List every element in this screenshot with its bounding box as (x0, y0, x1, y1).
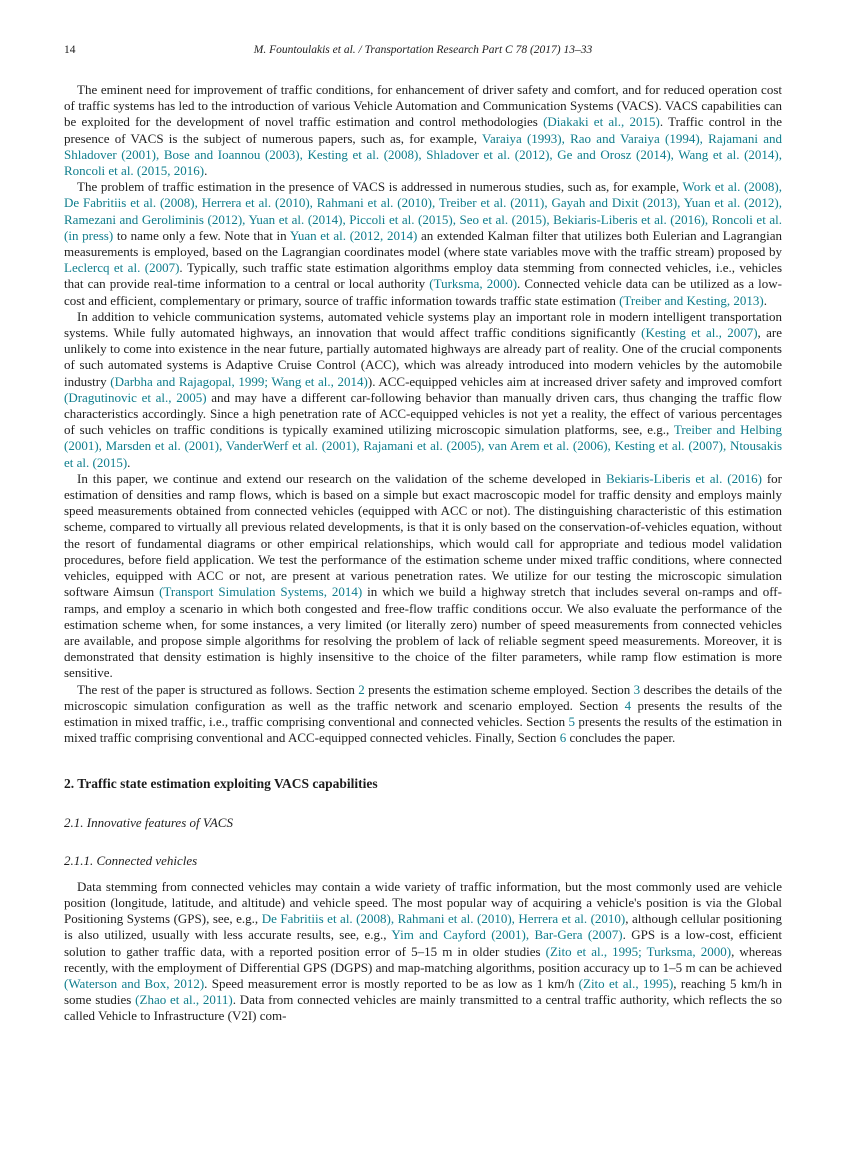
citation-link[interactable]: (Zhao et al., 2011) (135, 992, 233, 1008)
citation-link[interactable]: (Kesting et al., 2007) (641, 325, 758, 341)
citation-link[interactable]: (Darbha and Rajagopal, 1999; Wang et al., 2014) (110, 373, 368, 389)
text-run: presents the results of the estimation in mixed traffic, i.e., traffic comprising conventional and connected vehicles. Section (64, 697, 782, 729)
paragraph (64, 682, 782, 747)
text-run: Data stemming from connected vehicles may contain a wide variety of traffic information, but the most commonly used are vehicle position (longitude, latitude, and altitude) and vehicle speed. The most popular way of acquiring a vehicle's position is via the Global Positioning Systems (GPS), see, e.g., (64, 878, 782, 927)
citation-link[interactable]: (Transport Simulation Systems, 2014) (159, 584, 363, 600)
text-run: concludes the paper. (566, 730, 676, 746)
text-run: . Traffic control in the presence of VACS is the subject of numerous papers, such as, for example, (64, 114, 782, 146)
text-run: In addition to vehicle communication systems, automated vehicle systems play an important role in modern intelligent transportation systems. While fully automated highways, an innovation that would affect traffic conditions significantly (64, 308, 782, 341)
text-run: in which we build a highway stretch that includes several on-ramps and off-ramps, and employ a scenario in which both congested and free-flow traffic conditions occur. We also evaluate the performance of the estimation scheme when, for some instances, a very limited (or literally zero) number of speed measurements from connected vehicles are available, and propose simple algorithms for resolving the problem of lack of reliable segment speed measurements. Moreover, it is demonstrated that density estimation is highly insensitive to the choice of the filter parameters, while ramp flow estimation is more sensitive. (64, 584, 782, 681)
text-run: and may have a different car-following behavior than manually driven cars, thus changing the traffic flow characteristics accordingly. Since a high penetration rate of ACC-equipped vehicles is not yet a reality, the effect of various percentages of such vehicles on traffic conditions is typically examined utilizing microscopic simulation platforms, see, e.g., (64, 389, 782, 438)
citation-link[interactable]: (Turksma, 2000) (429, 276, 518, 292)
citation-link[interactable]: 5 (568, 713, 576, 729)
text-run: , are unlikely to come into existence in the near future, partially automated highways are already part of reality. One of the crucial components of such automated systems is Adaptive Cruise Control (ACC), which was already introduced into modern vehicles by the automobile industry (64, 325, 782, 389)
citation-link[interactable]: (Diakaki et al., 2015) (543, 114, 660, 130)
text-run: , reaching 5 km/h in some studies (64, 975, 783, 1008)
page-header (64, 44, 782, 56)
page-number: 14 (64, 44, 76, 56)
text-run: for estimation of densities and ramp flows, which is based on a simple but exact macroscopic model for traffic density and employs mainly speed measurements obtained from connected vehicles (equipped with ACC or not). The distinguishing characteristic of this estimation scheme, compared to virtually all previous related developments, is that it is only based on the conservation-of-vehicles equation, without the resort of fundamental diagrams or other empirical relationships, which would call for appropriate and tedious model validation procedures, before field application. We test the performance of the estimation scheme under mixed traffic conditions, where connected vehicles, equipped with ACC or not, are present at various penetration rates. We utilize for our testing the microscopic simulation software Aimsun (64, 470, 782, 600)
citation-link[interactable]: Leclercq et al. (2007) (64, 260, 180, 276)
citation-link[interactable]: 6 (559, 730, 567, 746)
text-run: to name only a few. Note that in (113, 227, 290, 243)
paragraph (64, 471, 782, 682)
text-run: The eminent need for improvement of traffic conditions, for enhancement of driver safety and comfort, and for reduced operation cost of traffic systems has led to the introduction of various Vehicle Automation and Communication Systems (VACS). VACS capabilities can be exploited for the development of novel traffic estimation and control methodologies (64, 82, 782, 130)
text-run: , although cellular positioning is also utilized, usually with less accurate results, see, e.g., (64, 911, 782, 943)
text-run: The rest of the paper is structured as follows. Section (77, 681, 359, 697)
citation-link[interactable]: Yim and Cayford (2001), Bar-Gera (2007) (391, 927, 623, 943)
citation-link[interactable]: (Waterson and Box, 2012) (64, 975, 205, 991)
citation-link[interactable]: (Treiber and Kesting, 2013) (619, 292, 764, 308)
citation-link[interactable]: Treiber and Helbing (2001), Marsden et al. (2001), VanderWerf et al. (2001), Rajamani et al. (2005), van Arem et al. (2006), Kesting et al. (2007), Ntousakis et al. (2015) (64, 422, 782, 470)
running-head: M. Fountoulakis et al. / Transportation Research Part C 78 (2017) 13–33 (253, 44, 593, 56)
text-run: The problem of traffic estimation in the presence of VACS is addressed in numerous studies, such as, for example, (77, 179, 683, 195)
citation-link[interactable]: Work et al. (2008), De Fabritiis et al. (2008), Herrera et al. (2010), Rahmani et al. (2010), Treiber et al. (2011), Gayah and Dixit (2013), Yuan et al. (2012), Ramezani and Geroliminis (2012), Yuan et al. (2014), Piccoli et al. (2015), Seo et al. (2015), Bekiaris-Liberis et al. (2016), Roncoli et al. (in press) (64, 179, 782, 243)
text-run: . Typically, such traffic state estimation algorithms employ data stemming from connected vehicles, i.e., vehicles that can provide real-time information to a central or local authority (64, 260, 782, 292)
text-run: presents the results of the estimation in mixed traffic comprising conventional and ACC-equipped connected vehicles. Finally, Section (64, 713, 783, 746)
text-run: ). ACC-equipped vehicles aim at increased driver safety and improved comfort (367, 373, 782, 389)
section-heading: 2. Traffic state estimation exploiting VACS capabilities (64, 776, 378, 792)
text-run: . GPS is a low-cost, efficient solution to gather traffic data, with a reported position error of 5–15 m in older studies (64, 927, 782, 959)
text-run: . (204, 163, 208, 179)
citation-link[interactable]: (Dragutinovic et al., 2005) (64, 389, 207, 405)
subsection-heading: 2.1. Innovative features of VACS (64, 815, 233, 831)
text-run: an extended Kalman filter that utilizes both Eulerian and Lagrangian measurements is employed, based on the Lagrangian coordinates model (where state variables move with the traffic stream) proposed by (64, 227, 782, 260)
article-body (64, 82, 782, 1025)
text-run: . (127, 454, 131, 470)
citation-link[interactable]: 4 (624, 697, 632, 713)
text-run: presents the estimation scheme employed. Section (364, 681, 634, 697)
text-run: . Connected vehicle data can be utilized as a low-cost and efficient, complementary or primary, source of traffic information towards traffic state estimation (64, 276, 782, 308)
paragraph (64, 179, 782, 309)
text-run: , whereas recently, with the employment of Differential GPS (DGPS) and map-matching algorithms, position accuracy up to 1–5 m can be achieved (64, 943, 782, 975)
text-run: In this paper, we continue and extend our research on the validation of the scheme developed in (77, 470, 606, 486)
citation-link[interactable]: Bekiaris-Liberis et al. (2016) (605, 470, 762, 486)
citation-link[interactable]: 3 (633, 681, 641, 697)
text-run: . (763, 292, 767, 308)
citation-link[interactable]: Yuan et al. (2012, 2014) (289, 227, 418, 243)
citation-link[interactable]: (Zito et al., 1995; Turksma, 2000) (545, 943, 732, 959)
citation-link[interactable]: 2 (358, 681, 365, 697)
paragraph (64, 309, 782, 471)
text-run: . Speed measurement error is mostly reported to be as low as 1 km/h (204, 975, 579, 991)
citation-link[interactable]: (Zito et al., 1995) (578, 975, 674, 991)
paragraph (64, 879, 782, 1025)
citation-link[interactable]: Varaiya (1993), Rao and Varaiya (1994), Rajamani and Shladover (2001), Bose and Ioannou (2003), Kesting et al. (2008), Shladover et al. (2012), Ge and Orosz (2014), Wang et al. (2014), Roncoli et al. (2015, 2016) (64, 130, 782, 179)
text-run: . Data from connected vehicles are mainly transmitted to a central traffic authority, which reflects the so called Vehicle to Infrastructure (V2I) com- (64, 992, 783, 1024)
citation-link[interactable]: De Fabritiis et al. (2008), Rahmani et al. (2010), Herrera et al. (2010) (261, 911, 626, 927)
paragraph (64, 82, 782, 179)
subsubsection-heading: 2.1.1. Connected vehicles (64, 853, 198, 869)
text-run: describes the details of the microscopic simulation configuration as well as the traffic network and scenario employed. Section (64, 681, 782, 713)
